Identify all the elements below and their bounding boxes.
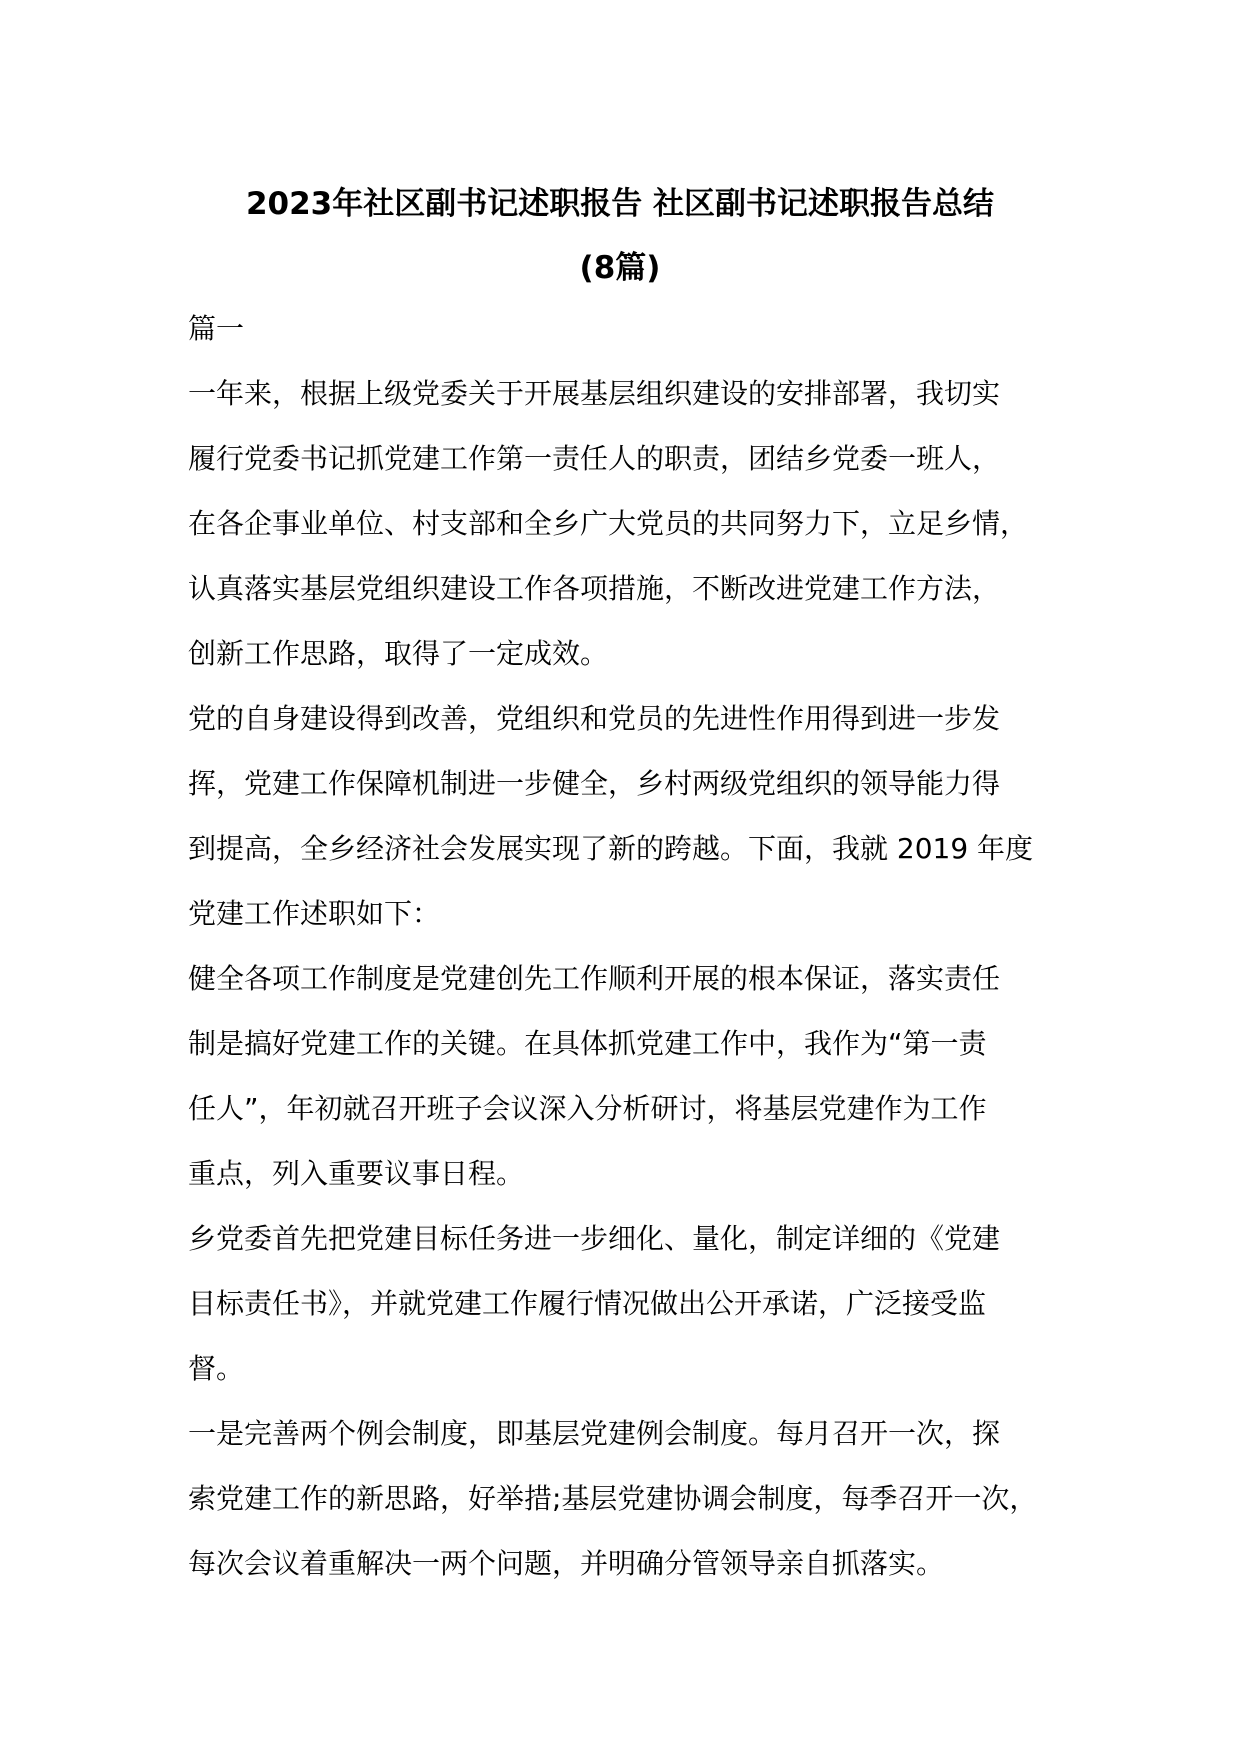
text-line: 履行党委书记抓党建工作第一责任人的职责，团结乡党委一班人， — [188, 442, 1001, 475]
text-line: 索党建工作的新思路，好举措;基层党建协调会制度，每季召开一次， — [188, 1482, 1038, 1515]
text-line: 重点，列入重要议事日程。 — [188, 1157, 525, 1190]
text-line: 党的自身建设得到改善，党组织和党员的先进性作用得到进一步发 — [188, 702, 1001, 735]
text-line: 创新工作思路，取得了一定成效。 — [188, 637, 609, 670]
text-line: 在各企事业单位、村支部和全乡广大党员的共同努力下，立足乡情， — [188, 507, 1029, 540]
text-line: 目标责任书》，并就党建工作履行情况做出公开承诺，广泛接受监 — [188, 1287, 987, 1320]
text-line: 督。 — [188, 1352, 245, 1385]
title-line-1: 2023年社区副书记述职报告 社区副书记述职报告总结 — [245, 186, 995, 222]
section-heading: 篇一 — [188, 312, 245, 345]
text-line: 每次会议着重解决一两个问题，并明确分管领导亲自抓落实。 — [188, 1547, 945, 1580]
text-line: 认真落实基层党组织建设工作各项措施，不断改进党建工作方法， — [188, 572, 1001, 605]
text-line: 到提高，全乡经济社会发展实现了新的跨越。下面，我就 2019 年度 — [188, 832, 1034, 865]
text-line: 挥，党建工作保障机制进一步健全，乡村两级党组织的领导能力得 — [188, 767, 1001, 800]
text-line: 党建工作述职如下： — [188, 897, 441, 930]
text-line: 一年来，根据上级党委关于开展基层组织建设的安排部署，我切实 — [188, 377, 1001, 410]
text-line: 健全各项工作制度是党建创先工作顺利开展的根本保证，落实责任 — [188, 962, 1001, 995]
title-line-2: (8篇) — [579, 250, 661, 286]
document-title — [150, 172, 1090, 300]
text-line: 乡党委首先把党建目标任务进一步细化、量化，制定详细的《党建 — [188, 1222, 1001, 1255]
document-body — [188, 296, 1088, 1596]
text-line: 一是完善两个例会制度，即基层党建例会制度。每月召开一次，探 — [188, 1417, 1001, 1450]
text-line: 制是搞好党建工作的关键。在具体抓党建工作中，我作为“第一责 — [188, 1027, 987, 1060]
text-line: 任人”，年初就召开班子会议深入分析研讨，将基层党建作为工作 — [188, 1092, 987, 1125]
